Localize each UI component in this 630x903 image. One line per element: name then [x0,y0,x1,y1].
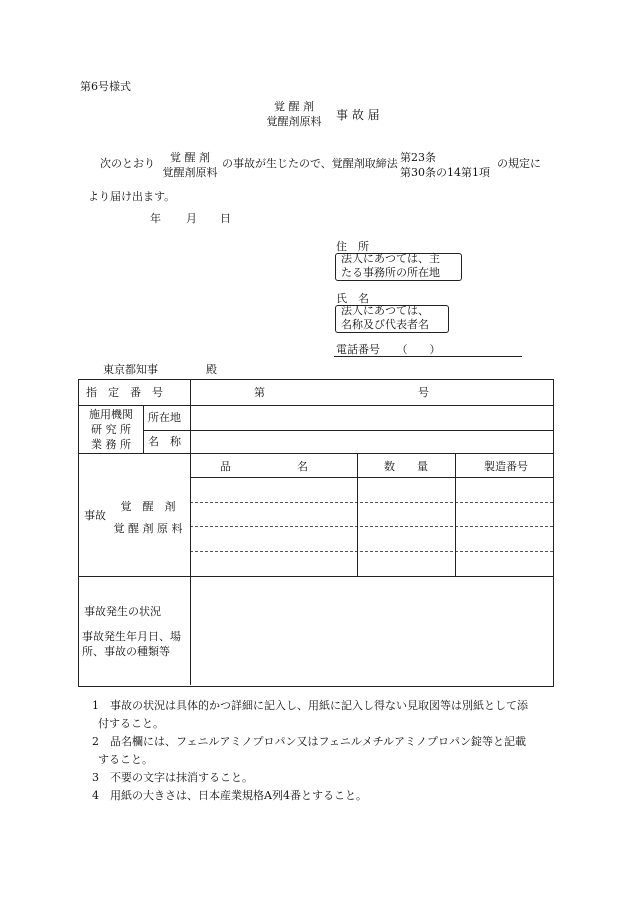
note-item [92,697,528,715]
intro-stack-top: 覚 醒 剤 [170,151,210,164]
intro-stack-bottom: 覚醒剤原料 [162,166,218,179]
note-number: 4 [92,789,99,802]
note-continuation: すること。 [98,753,153,766]
note-item [92,787,528,805]
location-label: 所在地 [148,411,181,424]
note-item [92,769,528,787]
intro-middle: の事故が生じたので、覚醒剤取締法 [222,157,398,170]
table-line-2 [143,430,553,431]
table-line-5 [78,576,553,577]
note-number: 3 [92,771,99,784]
name-note-line2: 名称及び代表者名 [341,318,429,331]
accident-substance-bottom: 覚 醒 剤 原 料 [113,522,183,535]
table-dash-3 [190,551,553,552]
situation-note-line2: 所、事故の種類等 [82,645,170,658]
table-vline-quantity [357,453,358,576]
note-text: 不要の文字は抹消すること。 [110,771,253,784]
facility-line2: 研 究 所 [91,423,131,436]
title-substance-stack [262,99,326,129]
form-title: 事 故 届 [336,108,380,122]
notes [92,697,528,805]
title-stack-top: 覚 醒 剤 [274,100,314,113]
situation-note-line1: 事故発生年月日、場 [82,630,181,643]
intro-prefix: 次のとおり [100,157,155,170]
phone-label: 電話番号 （ ） [336,343,441,356]
facility-name-label: 名 称 [148,435,181,448]
accident-substance-stack [108,496,188,540]
designation-suffix: 号 [418,386,429,399]
facility-type-label [82,407,140,452]
table-vline-serial [455,453,456,576]
address-label: 住 所 [336,240,369,253]
table-vline-main [190,379,191,685]
name-label: 氏 名 [336,292,369,305]
intro-line2: より届け出ます。 [88,190,176,203]
col-serial-header: 製造番号 [484,460,528,473]
table-line-4 [190,477,553,478]
note-text: 品名欄には、フェニルアミノプロパン又はフェニルメチルアミノプロパン錠等と記載 [110,735,527,748]
situation-note [82,629,181,659]
table-dash-2 [190,526,553,527]
facility-line3: 業 務 所 [91,438,131,451]
form-number: 第6号様式 [80,80,131,93]
address-note-line1: 法人にあつては、主 [341,252,440,265]
intro-substance-stack [158,150,222,180]
situation-label: 事故発生の状況 [84,605,161,618]
accident-label: 事故 [84,509,106,522]
note-continuation: 付すること。 [98,717,164,730]
date-month: 月 [186,212,197,225]
address-note [341,252,440,280]
table-line-3 [78,453,553,454]
name-note [341,304,429,332]
col-quantity-header: 数 量 [384,460,428,473]
date-year: 年 [150,212,161,225]
designation-prefix: 第 [254,386,265,399]
table-dash-1 [190,502,553,503]
table-vline-facility [143,405,144,453]
note-text: 用紙の大きさは、日本産業規格A列4番とすること。 [110,789,367,802]
note-text: 事故の状況は具体的かつ詳細に記入し、用紙に記入し得ない見取図等は別紙として添 [110,699,528,712]
law-article-top: 第23条 [400,151,436,164]
date-day: 日 [220,212,231,225]
note-item [92,733,528,751]
note-number: 1 [92,699,99,712]
accident-substance-top: 覚 醒 剤 [120,500,176,513]
title-stack-bottom: 覚醒剤原料 [266,115,322,128]
honorific: 殿 [206,363,217,376]
law-article-stack [400,150,490,180]
facility-line1: 施用機関 [89,408,133,421]
address-note-line2: たる事務所の所在地 [341,266,440,279]
col-product-header: 品 名 [220,460,308,473]
note-number: 2 [92,735,99,748]
law-article-bottom: 第30条の14第1項 [400,166,490,179]
designation-label: 指 定 番 号 [86,386,163,399]
table-line-1 [78,405,553,406]
phone-underline [334,356,522,357]
governor: 東京都知事 [103,363,158,376]
name-note-line1: 法人にあつては、 [341,304,429,317]
intro-suffix: の規定に [497,157,541,170]
